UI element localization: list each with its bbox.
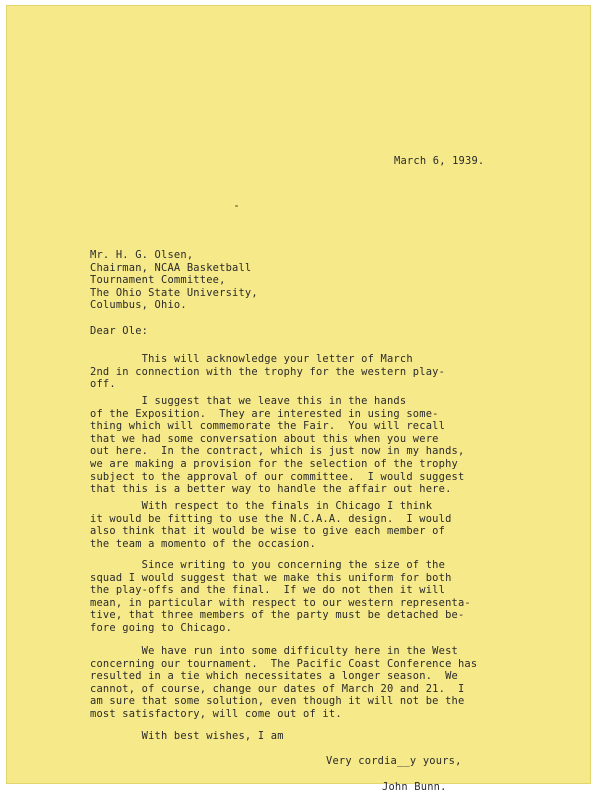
paragraph-line: cannot, of course, change our dates of March 20 and 21. I bbox=[90, 682, 465, 695]
paragraph-line: I suggest that we leave this in the hands bbox=[90, 395, 407, 407]
paragraph-line: that this is a better way to handle the affair out here. bbox=[90, 483, 452, 496]
paragraph-line: concerning our tournament. The Pacific Coast Conference has bbox=[90, 657, 478, 670]
paragraph-4 bbox=[90, 559, 471, 635]
address-line: Columbus, Ohio. bbox=[90, 299, 187, 312]
letter-date: March 6, 1939. bbox=[394, 155, 485, 167]
paragraph-line: most satisfactory, will come out of it. bbox=[90, 707, 342, 720]
paper-speck-mark bbox=[235, 205, 238, 207]
paragraph-2 bbox=[90, 395, 464, 496]
recipient-address bbox=[90, 249, 258, 312]
paragraph-line: squad I would suggest that we make this uniform for both bbox=[90, 571, 452, 584]
paragraph-line: the play-offs and the final. If we do not then it will bbox=[90, 584, 446, 597]
paragraph-line: the team a momento of the occasion. bbox=[90, 537, 316, 550]
closing: Very cordia__y yours, bbox=[326, 755, 462, 767]
paragraph-1 bbox=[90, 353, 445, 391]
signature: John Bunn. bbox=[382, 781, 447, 793]
paragraph-line: We have run into some difficulty here in the West bbox=[90, 645, 458, 657]
paragraph-line: thing which will commemorate the Fair. You will recall bbox=[90, 420, 446, 433]
paragraph-line: we are making a provision for the selection of the trophy bbox=[90, 457, 458, 470]
paragraph-line: it would be fitting to use the N.C.A.A. design. I would bbox=[90, 512, 452, 525]
paragraph-line: mean, in particular with respect to our western representa- bbox=[90, 596, 471, 609]
letter-page bbox=[6, 5, 591, 793]
paragraph-line: With best wishes, I am bbox=[90, 730, 284, 742]
paragraph-6 bbox=[90, 730, 284, 743]
paragraph-line: of the Exposition. They are interested in using some- bbox=[90, 407, 439, 420]
paragraph-line: With respect to the finals in Chicago I think bbox=[90, 500, 433, 512]
paragraph-line: out here. In the contract, which is just now in my hands, bbox=[90, 445, 465, 458]
paragraph-line: subject to the approval of our committee. I would suggest bbox=[90, 470, 465, 483]
paragraph-line: off. bbox=[90, 378, 116, 391]
paragraph-line: 2nd in connection with the trophy for the western play- bbox=[90, 365, 446, 378]
address-line: Chairman, NCAA Basketball bbox=[90, 261, 252, 274]
paragraph-line: that we had some conversation about this when you were bbox=[90, 432, 439, 445]
address-line: The Ohio State University, bbox=[90, 286, 258, 299]
paragraph-line: resulted in a tie which necessitates a longer season. We bbox=[90, 670, 458, 683]
paragraph-line: am sure that some solution, even though it will not be the bbox=[90, 695, 465, 708]
paragraph-line: tive, that three members of the party must be detached be- bbox=[90, 609, 465, 622]
address-line: Tournament Committee, bbox=[90, 274, 226, 287]
paragraph-line: fore going to Chicago. bbox=[90, 621, 233, 634]
paragraph-3 bbox=[90, 500, 452, 550]
address-line: Mr. H. G. Olsen, bbox=[90, 249, 194, 261]
salutation: Dear Ole: bbox=[90, 325, 149, 337]
paragraph-line: Since writing to you concerning the size of the bbox=[90, 559, 446, 571]
paragraph-line: This will acknowledge your letter of March bbox=[90, 353, 413, 365]
paragraph-5 bbox=[90, 645, 477, 721]
paragraph-line: also think that it would be wise to give each member of bbox=[90, 525, 446, 538]
